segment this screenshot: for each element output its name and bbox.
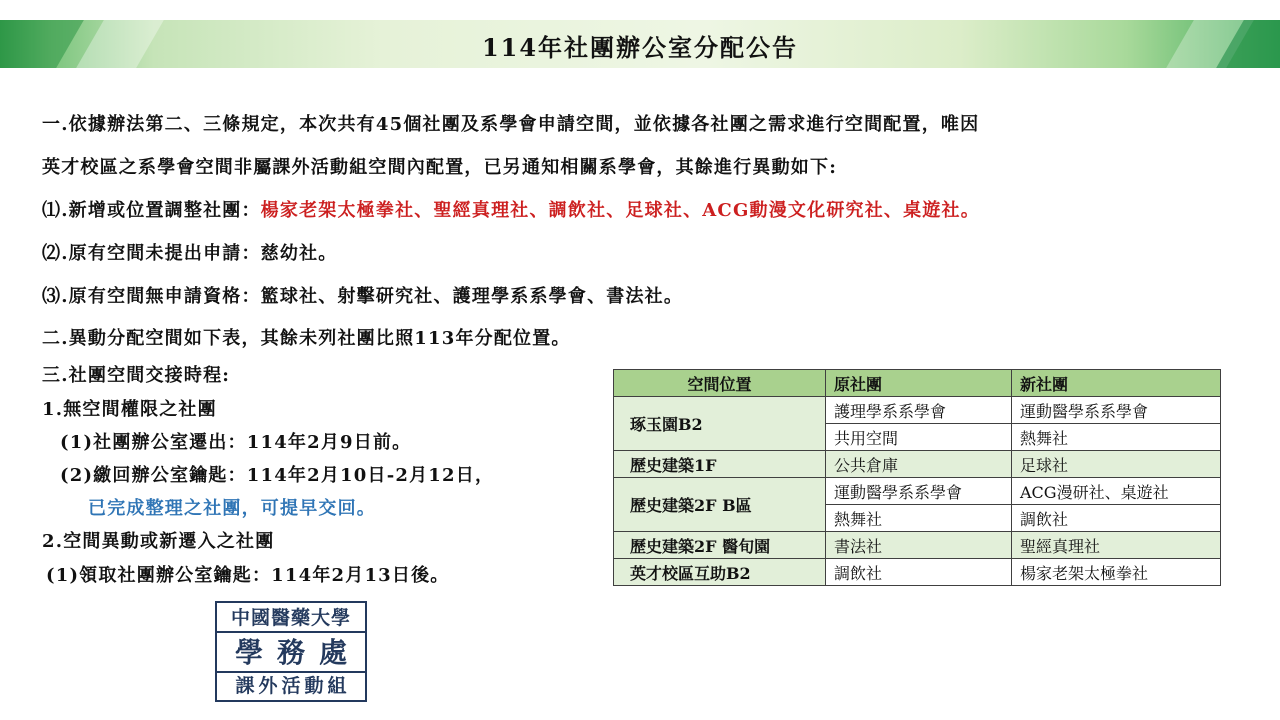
- cell-new: 聖經真理社: [1012, 532, 1221, 559]
- cell-original: 共用空間: [826, 424, 1012, 451]
- cell-location: 歷史建築1F: [614, 451, 826, 478]
- cell-new: 足球社: [1012, 451, 1221, 478]
- section3-sub2: 2.空間異動或新遷入之社團: [42, 531, 275, 552]
- cell-original: 護理學系系學會: [826, 397, 1012, 424]
- header-location: 空間位置: [614, 370, 826, 397]
- table-header-row: [614, 370, 1221, 397]
- section1-item1: [42, 196, 980, 222]
- header-new: 新社團: [1012, 370, 1221, 397]
- section3-sub2-item1: (1)領取社團辦公室鑰匙：114年2月13日後。: [46, 565, 450, 586]
- cell-location: 歷史建築2F B區: [614, 478, 826, 532]
- table-row: [614, 532, 1221, 559]
- title-banner: [0, 20, 1280, 68]
- section1-item2: ⑵.原有空間未提出申請：慈幼社。: [42, 243, 338, 264]
- cell-new: 調飲社: [1012, 505, 1221, 532]
- table-row: [614, 559, 1221, 586]
- cell-location: 英才校區互助B2: [614, 559, 826, 586]
- cell-location: 琢玉園B2: [614, 397, 826, 451]
- cell-new: 運動醫學系系學會: [1012, 397, 1221, 424]
- table-row: [614, 397, 1221, 424]
- section1-line1: 一.依據辦法第二、三條規定，本次共有45個社團及系學會申請空間，並依據各社團之需求進行空間配置，唯因: [42, 114, 980, 135]
- section1-item1-label: ⑴.新增或位置調整社團：: [42, 200, 261, 221]
- section3-sub1-note: 已完成整理之社團，可提早交回。: [88, 498, 376, 519]
- header-original: 原社團: [826, 370, 1012, 397]
- cell-new: 熱舞社: [1012, 424, 1221, 451]
- cell-original: 運動醫學系系學會: [826, 478, 1012, 505]
- section1-item1-value: 楊家老架太極拳社、聖經真理社、調飲社、足球社、ACG動漫文化研究社、桌遊社。: [260, 200, 980, 221]
- section3-sub1-item2: (2)繳回辦公室鑰匙：114年2月10日-2月12日，: [60, 465, 495, 486]
- table-row: [614, 451, 1221, 478]
- cell-original: 熱舞社: [826, 505, 1012, 532]
- office-stamp: [215, 601, 367, 702]
- section1-line2: 英才校區之系學會空間非屬課外活動組空間內配置，已另通知相關系學會，其餘進行異動如下:: [42, 157, 838, 178]
- stamp-university: 中國醫藥大學: [217, 603, 365, 633]
- cell-original: 調飲社: [826, 559, 1012, 586]
- cell-new: 楊家老架太極拳社: [1012, 559, 1221, 586]
- section3-sub1: 1.無空間權限之社團: [42, 399, 217, 420]
- section1-item3: ⑶.原有空間無申請資格：籃球社、射擊研究社、護理學系系學會、書法社。: [42, 286, 684, 307]
- stamp-office: 學務處: [217, 633, 365, 673]
- cell-new: ACG漫研社、桌遊社: [1012, 478, 1221, 505]
- page-title: 114年社團辦公室分配公告: [481, 33, 799, 62]
- section3-heading: 三.社團空間交接時程:: [42, 365, 231, 386]
- section2-text: 二.異動分配空間如下表，其餘未列社團比照113年分配位置。: [42, 328, 571, 349]
- cell-original: 公共倉庫: [826, 451, 1012, 478]
- allocation-table: [613, 369, 1221, 586]
- table-row: [614, 478, 1221, 505]
- cell-original: 書法社: [826, 532, 1012, 559]
- cell-location: 歷史建築2F 醫旬園: [614, 532, 826, 559]
- section3-sub1-item1: (1)社團辦公室遷出：114年2月9日前。: [60, 432, 412, 453]
- stamp-division: 課外活動組: [235, 675, 351, 697]
